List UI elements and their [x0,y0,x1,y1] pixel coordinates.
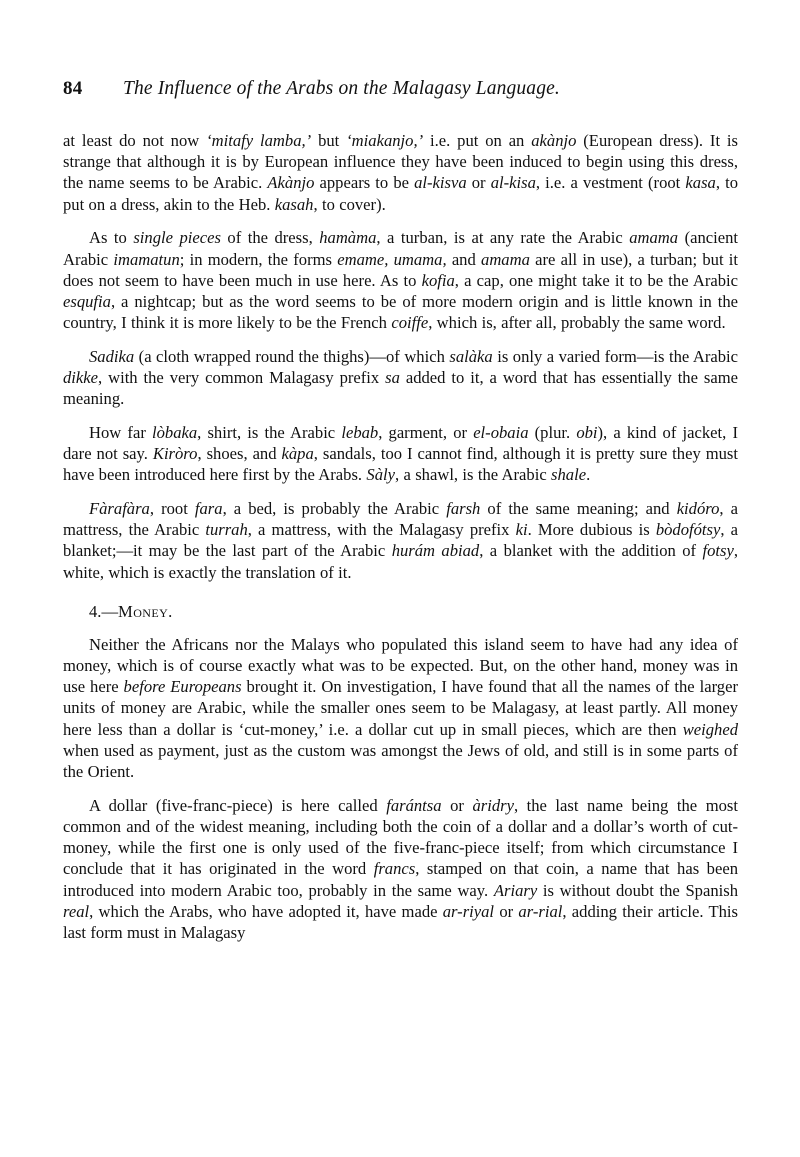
italic-term: lòbaka [152,422,198,442]
italic-term: kofia [421,270,455,290]
text-run: , a nightcap; but as the word seems to be of more modern origin and is little known in the country, I think it is more likely to be the French [63,291,738,333]
italic-term: al-kisva [414,173,467,193]
text-run: , which is, after all, probably the same word. [428,313,726,333]
italic-term: al-kisa [490,173,536,193]
text-run: , to put on a dress, akin to the Heb. [63,173,738,214]
text-run: or [441,795,473,815]
text-run: (European dress). It is strange that although it is by European influence they have been induced to begin using this dress, the name seems to be Arabic. [63,131,738,193]
text-run: is only a varied form—is the Arabic [492,346,738,366]
text-run: ; in modern, the forms [179,249,338,269]
text-run: , a cap, one might take it to be the Arabic [454,270,738,290]
page-number: 84 [63,78,83,99]
italic-term: àridry [472,795,514,815]
italic-term: bòdofótsy [655,520,721,540]
text-run: (ancient Arabic [63,228,739,269]
italic-term: imamatun [113,249,180,269]
running-head [63,78,738,104]
text-run: (plur. [528,422,577,442]
section-number: 4.— [89,601,119,621]
italic-term: kàpa [281,444,314,464]
body-text [63,130,738,943]
italic-term: Sadika [89,346,135,366]
paragraph [63,498,738,583]
text-run: , a turban, is at any rate the Arabic [376,228,630,248]
text-run: A dollar (five-franc-piece) is here called [89,795,387,815]
text-run: brought it. On investigation, I have found that all the names of the larger units of money are Arabic, while the smaller ones seem to be Malagasy, at least partly. All money here less than a dollar is ‘cut-money,’ i.e. a dollar cut up in small pieces, which are then [63,677,738,739]
italic-term: Akànjo [267,173,315,193]
italic-term: esqufia [63,291,111,311]
italic-term: coiffe [391,313,429,333]
italic-term: obi [576,422,598,442]
text-run: of the same meaning; and [480,499,677,519]
italic-term: ar-riyal [442,901,495,921]
paragraph [63,422,738,486]
text-run: . More dubious is [527,520,656,540]
text-run: , white, which is exactly the translation of it. [63,541,738,582]
paragraph [63,795,738,943]
italic-term: before Europeans [123,677,242,697]
paragraph [63,634,738,782]
italic-term: ar-rial [518,901,563,921]
text-run: ), a kind of jacket, I dare not say. [63,422,738,464]
text-run: , sandals, too I cannot find, although it is pretty sure they must have been introduced here first by the Arabs. [63,444,738,485]
text-run: at least do not now [63,131,207,150]
text-run: As to [89,228,134,248]
text-run: are all in use), a turban; but it does not seem to have been much in use here. As to [63,249,739,290]
italic-term: farsh [446,499,481,519]
text-run: , to cover). [313,194,386,214]
italic-term: francs [373,859,416,879]
italic-term: ‘miakanjo,’ [346,131,424,150]
text-run: (a cloth wrapped round the thighs)—of which [134,346,450,366]
text-run: , i.e. a vestment (root [535,173,686,193]
italic-term: weighed [682,719,738,739]
italic-term: farántsa [386,795,442,815]
paragraph [63,227,738,333]
section-title: Money. [118,601,173,621]
italic-term: el-obaia [473,422,529,442]
text-run: , a mattress, the Arabic [63,499,738,540]
section-heading [89,601,738,622]
text-run: Neither the Africans nor the Malays who populated this island seem to have had any idea of money, which is of course exactly what was to be expected. But, on the other hand, money was in use here [63,634,738,697]
italic-term: emame, umama, [337,249,447,269]
page-content [63,78,738,943]
text-run: added to it, a word that has essentially the same meaning. [63,368,738,409]
text-run: is without doubt the Spanish [537,880,738,900]
text-run: and [446,249,482,269]
text-run: , a mattress, with the Malagasy prefix [247,520,516,540]
text-run: of the dress, [220,228,320,248]
italic-term: hamàma [319,228,377,248]
text-run: , a bed, is probably the Arabic [222,499,447,519]
italic-term: Kiròro [152,444,198,464]
text-run: . [586,465,591,485]
text-run: appears to be [314,173,415,193]
text-run: , a blanket with the addition of [479,541,703,561]
text-run: , a shawl, is the Arabic [395,465,552,485]
text-run: , root [149,499,195,519]
running-title: The Influence of the Arabs on the Malagasy Language. [123,78,560,99]
text-run: , adding their article. This last form must in Malagasy [63,901,738,942]
text-run: , shirt, is the Arabic [197,422,342,442]
italic-term: Sàly [366,465,395,485]
italic-term: kasa [685,173,716,193]
italic-term: Ariary [493,880,538,900]
text-run: , shoes, and [197,444,282,464]
italic-term: shale [551,465,587,485]
italic-term: single pieces [133,228,221,248]
text-run: , stamped on that coin, a name that has been introduced into modern Arabic too, probably in the same way. [63,859,738,900]
italic-term: amama [629,228,679,248]
italic-term: fara [194,499,223,519]
italic-term: lebab [341,422,379,442]
italic-term: ki [515,520,528,540]
text-run: How far [89,422,152,442]
text-run: or [494,901,519,921]
text-run: , which the Arabs, who have adopted it, have made [89,901,443,921]
italic-term: turrah [205,520,248,540]
text-run: or [466,173,491,193]
text-run: but [311,131,347,150]
text-run: , with the very common Malagasy prefix [98,368,386,388]
italic-term: kasah [274,194,314,214]
text-run: , garment, or [378,422,474,442]
italic-term: akànjo [531,131,577,150]
paragraph [63,346,738,410]
italic-term: real [63,901,90,921]
italic-term: sa [385,368,400,388]
text-run: , a blanket;—it may be the last part of the Arabic [63,520,738,561]
italic-term: ‘mitafy lamba,’ [206,131,312,150]
text-run: when used as payment, just as the custom was amongst the Jews of old, and still is in some parts of the Orient. [63,740,738,782]
italic-term: dikke [63,368,99,388]
italic-term: amama [481,249,530,269]
italic-term: Fàrafàra [89,499,150,519]
italic-term: hurám abiad [391,541,480,561]
paragraph [63,130,738,215]
italic-term: kidóro [676,499,720,519]
italic-term: fotsy [702,541,734,561]
text-run: , the last name being the most common and of the widest meaning, including both the coin of a dollar and a dollar’s worth of cut-money, while the first one is only used of the five-franc-piece itself; from which circumstance I conclude that it has originated in the word [63,795,738,879]
text-run: i.e. put on an [423,131,532,150]
italic-term: salàka [449,346,493,366]
